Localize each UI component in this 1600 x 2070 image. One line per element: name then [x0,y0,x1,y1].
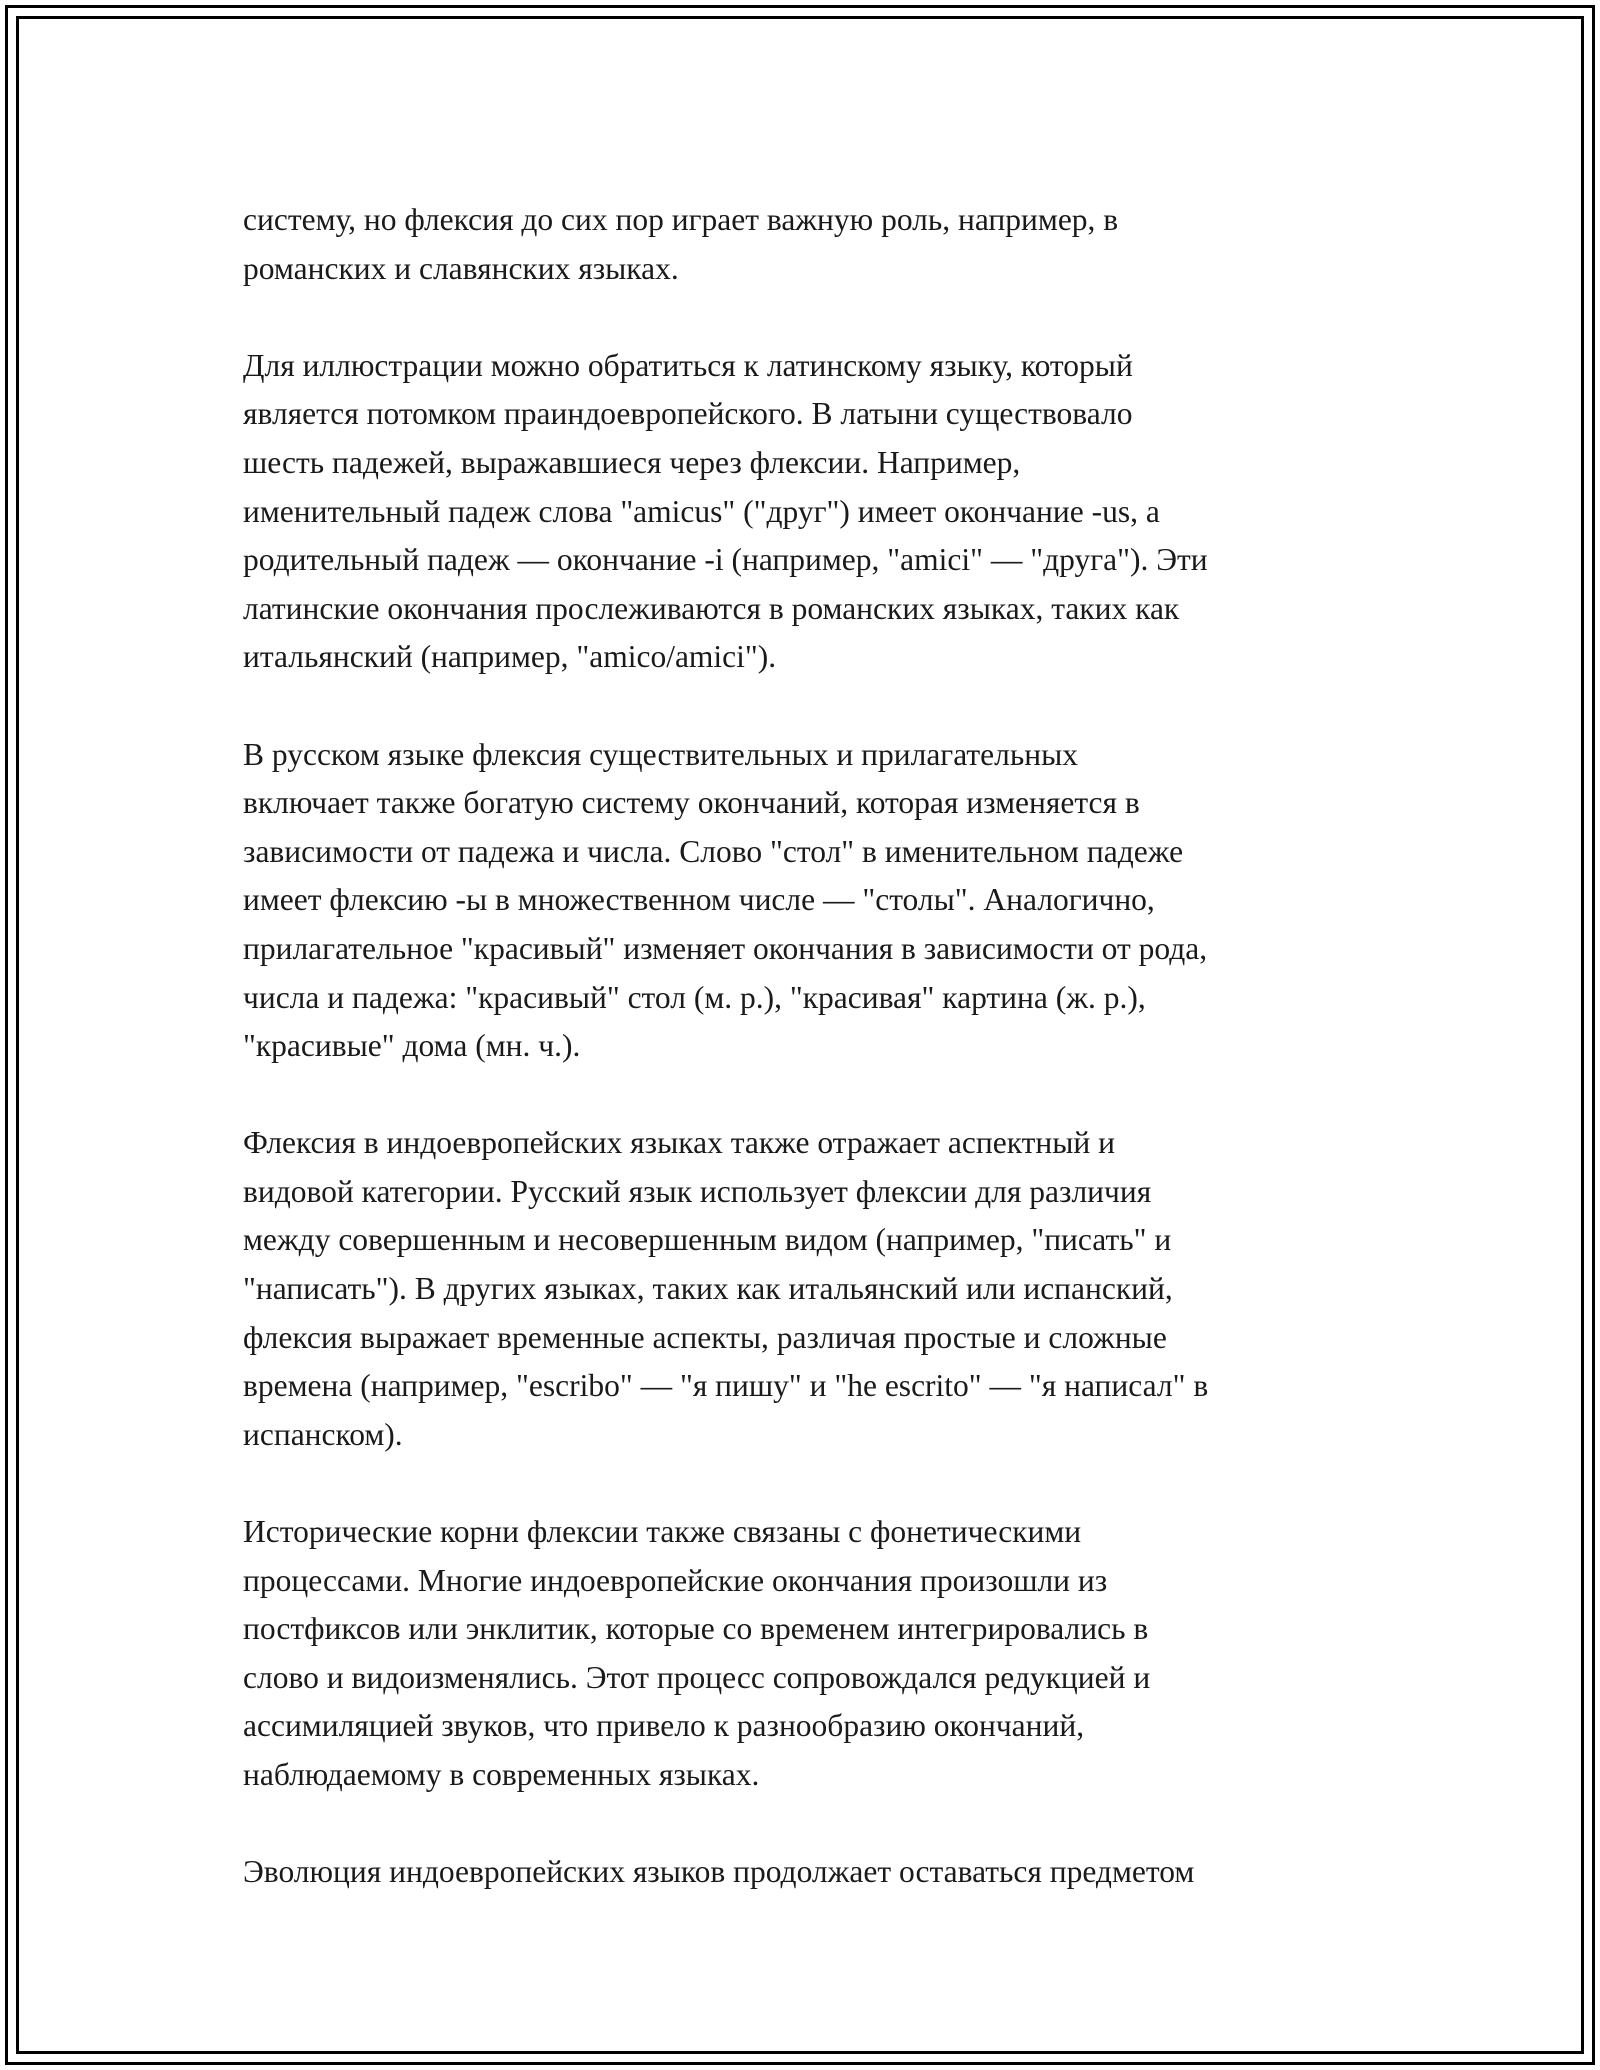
text-line: Эволюция индоевропейских языков продолжает оставаться предметом [243,1854,1195,1890]
text-line: имеет флексию -ы в множественном числе — "столы". Аналогично, [243,882,1155,918]
text-line: ассимиляцией звуков, что привело к разнообразию окончаний, [243,1708,1085,1744]
page-border [5,5,1595,2065]
text-line: является потомком праиндоевропейского. В латыни существовало [243,396,1133,432]
text-line: постфиксов или энклитик, которые со временем интегрировались в [243,1611,1149,1647]
text-line: Исторические корни флексии также связаны с фонетическими [243,1514,1082,1550]
text-line: "написать"). В других языках, таких как итальянский или испанский, [243,1271,1173,1307]
text-line: наблюдаемому в современных языках. [243,1757,760,1792]
text-line: систему, но флексия до сих пор играет важную роль, например, в [243,202,1119,237]
paragraph-4 [243,1119,1383,1459]
text-line: испанском). [243,1416,403,1452]
text-line: именительный падеж слова "amicus" ("друг") имеет окончание -us, а [243,493,1160,529]
text-line: "красивые" дома (мн. ч.). [243,1028,581,1064]
text-line: Флексия в индоевропейских языках также отражает аспектный и [243,1125,1116,1161]
text-line: романских и славянских языках. [243,250,679,286]
text-line: слово и видоизменялись. Этот процесс сопровождался редукцией и [243,1659,1151,1695]
text-line: латинские окончания прослеживаются в романских языках, таких как [243,590,1180,626]
paragraph-2 [243,342,1383,682]
paragraph-6 [243,1848,1383,1897]
text-line: В русском языке флексия существительных и прилагательных [243,736,1078,772]
text-line: прилагательное "красивый" изменяет окончания в зависимости от рода, [243,930,1208,966]
text-line: процессами. Многие индоевропейские окончания произошли из [243,1562,1108,1598]
paragraph-5 [243,1508,1383,1800]
text-line: родительный падеж — окончание -i (например, "amici" — "друга"). Эти [243,542,1208,578]
text-line: Для иллюстрации можно обратиться к латинскому языку, который [243,347,1133,383]
text-line: флексия выражает временные аспекты, различая простые и сложные [243,1319,1167,1355]
text-line: числа и падежа: "красивый" стол (м. р.), "красивая" картина (ж. р.), [243,979,1146,1015]
paragraph-3 [243,731,1383,1071]
text-line: видовой категории. Русский язык использует флексии для различия [243,1173,1152,1209]
document-text [243,196,1383,1945]
text-line: зависимости от падежа и числа. Слово "стол" в именительном падеже [243,833,1184,869]
text-line: включает также богатую систему окончаний, которая изменяется в [243,785,1140,821]
text-line: итальянский (например, "amico/amici"). [243,639,777,675]
text-line: шесть падежей, выражавшиеся через флексии. Например, [243,444,1021,480]
text-line: времена (например, "escribo" — "я пишу" и "he escrito" — "я написал" в [243,1368,1209,1404]
text-line: между совершенным и несовершенным видом (например, "писать" и [243,1222,1172,1258]
paragraph-1 [243,196,1383,293]
